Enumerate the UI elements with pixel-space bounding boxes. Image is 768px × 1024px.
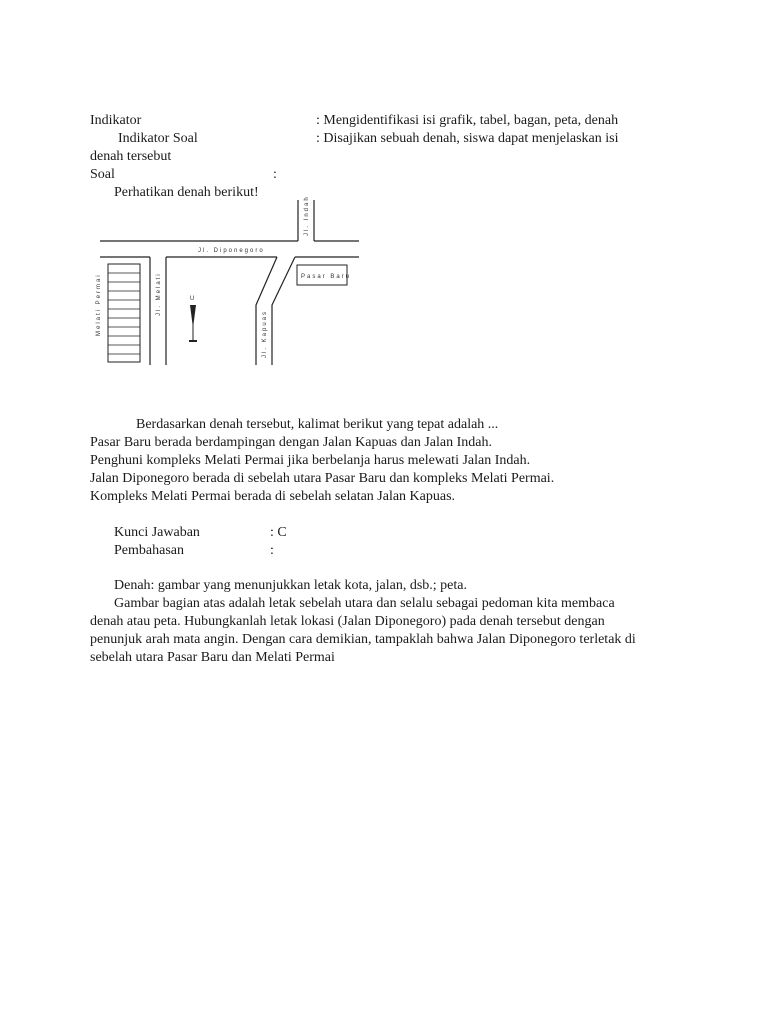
road-kapuas-right [272,257,295,365]
label-pasar-baru: Pasar Baru [301,274,352,280]
explanation-line-1: Denah: gambar yang menunjukkan letak kota, jalan, dsb.; peta. [114,578,468,593]
soal-colon: : [273,167,277,182]
instruction: Perhatikan denah berikut! [114,185,259,200]
indikator-value: : Mengidentifikasi isi grafik, tabel, bagan, peta, denah [316,113,619,128]
label-north: U [190,296,197,302]
indikator-soal-value: : Disajikan sebuah denah, siswa dapat menjelaskan isi [316,131,619,146]
explanation-line-3: denah atau peta. Hubungkanlah letak lokasi (Jalan Diponegoro) pada denah tersebut dengan [90,614,605,629]
north-arrow-icon [189,305,197,341]
indikator-soal-continuation: denah tersebut [90,149,172,164]
indikator-soal-label: Indikator Soal [118,131,198,146]
label-jl-indah: Jl. Indah [304,195,310,236]
option-d: Kompleks Melati Permai berada di sebelah selatan Jalan Kapuas. [90,489,456,504]
indikator-label: Indikator [90,113,142,128]
pembahasan-value: : [270,543,274,558]
label-melati-permai: Melati Permai [96,273,102,336]
pembahasan-label: Pembahasan [114,543,184,558]
kunci-jawaban-label: Kunci Jawaban [114,525,200,540]
question-stem: Berdasarkan denah tersebut, kalimat berikut yang tepat adalah ... [136,417,499,432]
label-jl-kapuas: Jl. Kapuas [262,309,268,358]
label-jl-melati: Jl. Melati [156,272,162,316]
option-c: Jalan Diponegoro berada di sebelah utara Pasar Baru dan kompleks Melati Permai. [90,471,555,486]
label-jl-diponegoro: Jl. Diponegoro [198,248,265,254]
explanation-line-2: Gambar bagian atas adalah letak sebelah utara dan selalu sebagai pedoman kita membaca [114,596,615,611]
explanation-line-5: sebelah utara Pasar Baru dan Melati Permai [90,650,335,665]
explanation-line-4: penunjuk arah mata angin. Dengan cara demikian, tampaklah bahwa Jalan Diponegoro terletak di [90,632,636,647]
option-b: Penghuni kompleks Melati Permai jika berbelanja harus melewati Jalan Indah. [90,453,531,468]
option-a: Pasar Baru berada berdampingan dengan Jalan Kapuas dan Jalan Indah. [90,435,492,450]
melati-permai-houses [108,264,140,362]
kunci-jawaban-value: : C [270,525,287,540]
soal-label: Soal [90,167,115,182]
